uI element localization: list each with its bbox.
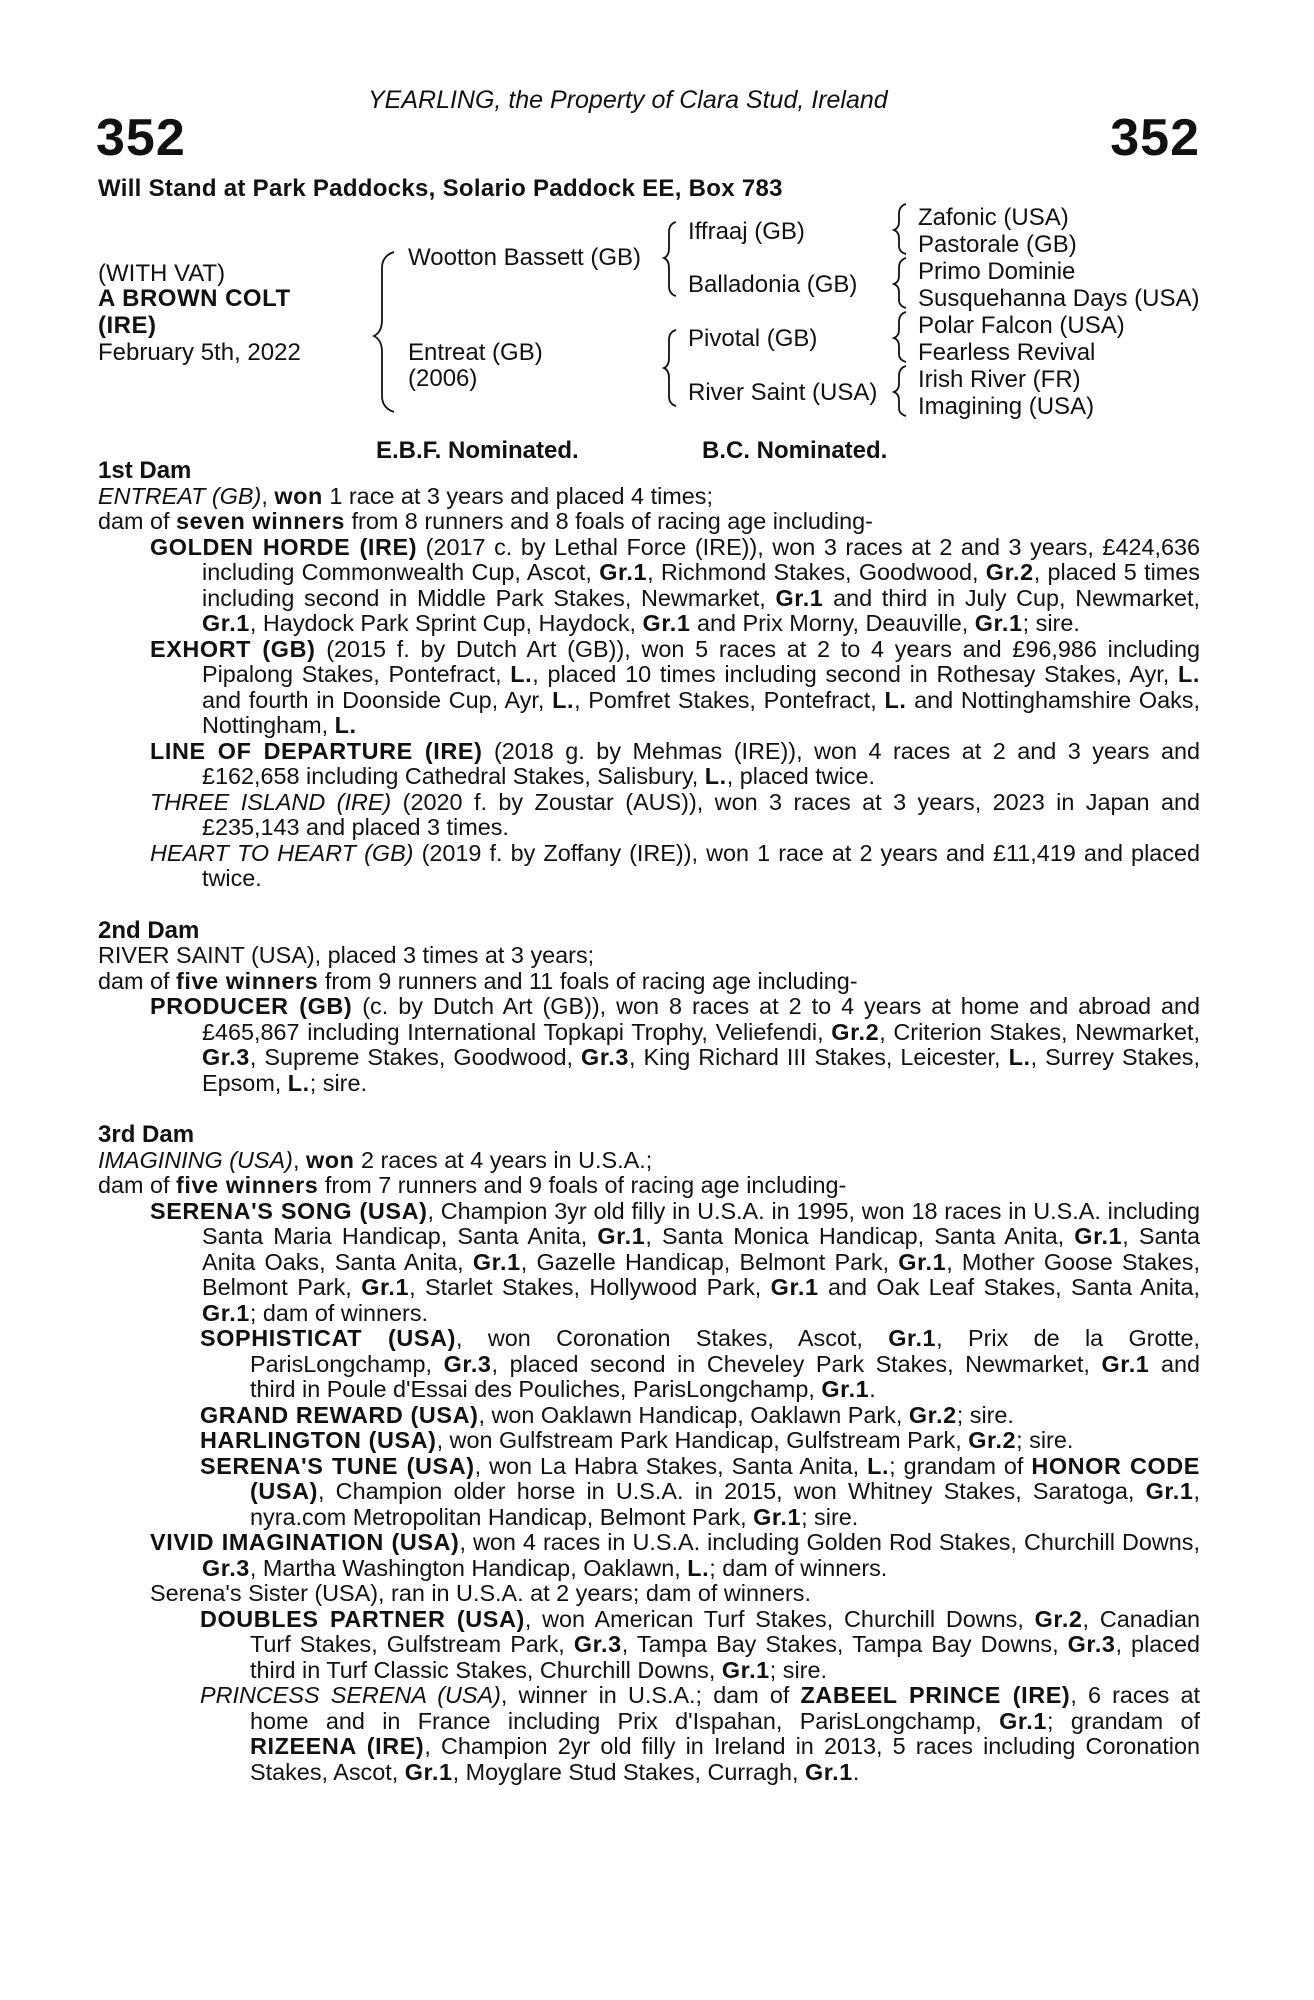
sale-title: YEARLING, the Property of Clara Stud, Ireland (368, 86, 888, 114)
pedigree-sss: Zafonic (USA) (918, 204, 1069, 231)
lot-number-right: 352 (1110, 109, 1200, 167)
pedigree-sire-dam: Balladonia (GB) (688, 271, 858, 298)
vat-note: (WITH VAT) (98, 260, 226, 287)
second-dam-produce-line: dam of five winners from 9 runners and 11 foals of racing age including- (98, 967, 858, 994)
third-dam-produce-line: dam of five winners from 7 runners and 9 foals of racing age including- (98, 1172, 847, 1198)
produce-entry: Serena's Sister (USA), ran in U.S.A. at 2 years; dam of winners. (150, 1580, 811, 1606)
pedigree-dam: Entreat (GB) (408, 339, 543, 366)
pedigree-dam-year: (2006) (408, 365, 478, 392)
pedigree-brackets (0, 0, 1314, 470)
produce-entry: LINE OF DEPARTURE (IRE) (2018 g. by Mehmas (IRE)), won 4 races at 2 and 3 years and £162,658 including Cathedral Stakes, Salisbury, L., placed twice. (150, 737, 1200, 789)
first-dam-produce-line: dam of seven winners from 8 runners and 8 foals of racing age including- (98, 508, 873, 534)
foaling-date: February 5th, 2022 (98, 339, 301, 366)
pedigree-sire-sire: Iffraaj (GB) (688, 218, 805, 245)
produce-entry: THREE ISLAND (IRE) (2020 f. by Zoustar (AUS)), won 3 races at 3 years, 2023 in Japan and £235,143 and placed 3 times. (150, 788, 1200, 840)
produce-entry: VIVID IMAGINATION (USA), won 4 races in U.S.A. including Golden Rod Stakes, Churchill Downs, Gr.3, Martha Washington Handicap, Oaklawn, L.; dam of winners. (150, 1529, 1200, 1581)
produce-entry: PRINCESS SERENA (USA), winner in U.S.A.; dam of ZABEEL PRINCE (IRE), 6 races at home and in France including Prix d'Ispahan, ParisLongchamp, Gr.1; grandam of RIZEENA (IRE), Champion 2yr old filly in Ireland in 2013, 5 races including Coronation Stakes, Ascot, Gr.1, Moyglare Stud Stakes, Curragh, Gr.1. (200, 1682, 1200, 1785)
produce-entry: SOPHISTICAT (USA), won Coronation Stakes, Ascot, Gr.1, Prix de la Grotte, ParisLongchamp, Gr.3, placed second in Cheveley Park Stakes, Newmarket, Gr.1 and third in Poule d'Essai des Pouliches, ParisLongchamp, Gr.1. (200, 1325, 1200, 1402)
produce-entry: DOUBLES PARTNER (USA), won American Turf Stakes, Churchill Downs, Gr.2, Canadian Turf Stakes, Gulfstream Park, Gr.3, Tampa Bay Stakes, Tampa Bay Downs, Gr.3, placed third in Turf Classic Stakes, Churchill Downs, Gr.1; sire. (200, 1605, 1200, 1683)
pedigree-sdd: Susquehanna Days (USA) (918, 285, 1200, 312)
first-dam-line: ENTREAT (GB), won 1 race at 3 years and placed 4 times; (98, 482, 713, 509)
pedigree-ssd: Pastorale (GB) (918, 231, 1077, 258)
stand-location: Will Stand at Park Paddocks, Solario Paddock EE, Box 783 (98, 175, 783, 202)
ebf-nomination: E.B.F. Nominated. (376, 437, 579, 464)
second-dam-heading: 2nd Dam (98, 916, 200, 944)
pedigree-sds: Primo Dominie (918, 258, 1076, 285)
pedigree-dds: Irish River (FR) (918, 366, 1081, 393)
horse-origin: (IRE) (98, 312, 157, 339)
pedigree-dss: Polar Falcon (USA) (918, 312, 1125, 339)
produce-entry: EXHORT (GB) (2015 f. by Dutch Art (GB)), won 5 races at 2 to 4 years and £96,986 including Pipalong Stakes, Pontefract, L., placed 10 times including second in Rothesay Stakes, Ayr, L. and fourth in Doonside Cup, Ayr, L., Pomfret Stakes, Pontefract, L. and Nottinghamshire Oaks, Nottingham, L. (150, 635, 1200, 738)
pedigree-dam-dam: River Saint (USA) (688, 379, 878, 406)
produce-entry: SERENA'S SONG (USA), Champion 3yr old filly in U.S.A. in 1995, won 18 races in U.S.A. including Santa Maria Handicap, Santa Anita, Gr.1, Santa Monica Handicap, Santa Anita, Gr.1, Santa Anita Oaks, Santa Anita, Gr.1, Gazelle Handicap, Belmont Park, Gr.1, Mother Goose Stakes, Belmont Park, Gr.1, Starlet Stakes, Hollywood Park, Gr.1 and Oak Leaf Stakes, Santa Anita, Gr.1; dam of winners. (150, 1197, 1201, 1326)
pedigree-dam-sire: Pivotal (GB) (688, 325, 818, 352)
first-dam-heading: 1st Dam (98, 457, 192, 484)
second-dam-line: RIVER SAINT (USA), placed 3 times at 3 years; (98, 942, 595, 968)
produce-entry: HARLINGTON (USA), won Gulfstream Park Handicap, Gulfstream Park, Gr.2; sire. (200, 1427, 1074, 1453)
horse-description: A BROWN COLT (98, 285, 291, 312)
third-dam-heading: 3rd Dam (98, 1121, 195, 1148)
produce-entry: HEART TO HEART (GB) (2019 f. by Zoffany (IRE)), won 1 race at 2 years and £11,419 and placed twice. (150, 839, 1200, 891)
bc-nomination: B.C. Nominated. (702, 437, 888, 464)
produce-entry: GOLDEN HORDE (IRE) (2017 c. by Lethal Force (IRE)), won 3 races at 2 and 3 years, £424,636 including Commonwealth Cup, Ascot, Gr.1, Richmond Stakes, Goodwood, Gr.2, placed 5 times including second in Middle Park Stakes, Newmarket, Gr.1 and third in July Cup, Newmarket, Gr.1, Haydock Park Sprint Cup, Haydock, Gr.1 and Prix Morny, Deauville, Gr.1; sire. (150, 533, 1201, 636)
pedigree-sire: Wootton Bassett (GB) (408, 244, 641, 271)
third-dam-line: IMAGINING (USA), won 2 races at 4 years in U.S.A.; (98, 1146, 653, 1173)
produce-entry: GRAND REWARD (USA), won Oaklawn Handicap, Oaklawn Park, Gr.2; sire. (200, 1401, 1014, 1428)
produce-entry: SERENA'S TUNE (USA), won La Habra Stakes, Santa Anita, L.; grandam of HONOR CODE (USA), Champion older horse in U.S.A. in 2015, won Whitney Stakes, Saratoga, Gr.1, nyra.com Metropolitan Handicap, Belmont Park, Gr.1; sire. (200, 1452, 1200, 1530)
lot-number-left: 352 (96, 109, 186, 167)
catalogue-body (98, 458, 1200, 1785)
produce-entry: PRODUCER (GB) (c. by Dutch Art (GB)), won 8 races at 2 to 4 years at home and abroad and £465,867 including International Topkapi Trophy, Veliefendi, Gr.2, Criterion Stakes, Newmarket, Gr.3, Supreme Stakes, Goodwood, Gr.3, King Richard III Stakes, Leicester, L., Surrey Stakes, Epsom, L.; sire. (150, 993, 1200, 1096)
pedigree-ddd: Imagining (USA) (918, 393, 1095, 420)
pedigree-dsd: Fearless Revival (918, 339, 1096, 366)
